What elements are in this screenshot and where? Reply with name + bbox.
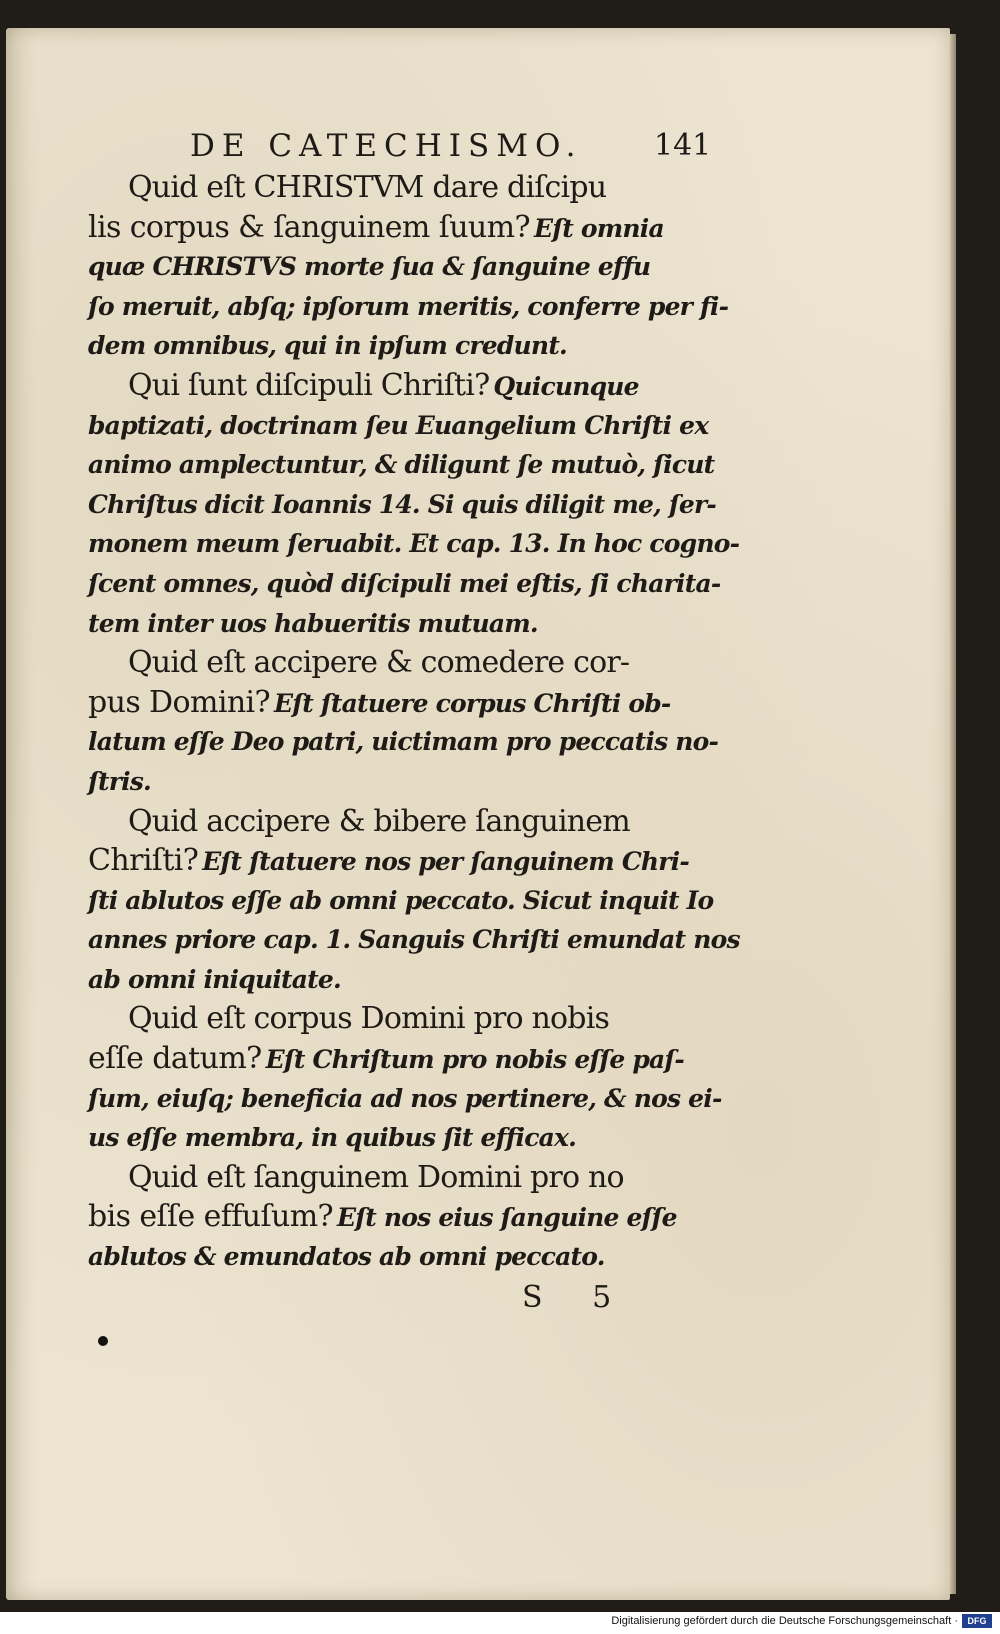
text-line (88, 208, 708, 248)
signature-mark: S 5 (522, 1280, 632, 1315)
text-line (88, 1039, 708, 1079)
text-line (88, 643, 708, 683)
text-line (88, 1079, 722, 1119)
answer-text: ablutos & emundatos ab omni peccato. (88, 1242, 605, 1272)
answer-text: Eſt ſtatuere nos per ſanguinem Chri- (202, 847, 689, 877)
page-number: 141 (654, 128, 712, 163)
question-text: Qui ſunt diſcipuli Chriſti? (128, 367, 490, 403)
page-edge (950, 34, 956, 1594)
text-line (88, 999, 708, 1039)
answer-text: Eſt ſtatuere corpus Chriſti ob- (274, 688, 671, 718)
running-head: DE CATECHISMO. (190, 128, 583, 164)
answer-text: ſcent omnes, quòd diſcipuli mei eſtis, ſi charita- (88, 568, 721, 598)
text-line (88, 1118, 708, 1158)
question-text: pus Domini? (88, 684, 271, 720)
question-text: eſſe datum? (88, 1041, 262, 1077)
footer-credit: Digitalisierung gefördert durch die Deutsche Forschungsgemeinschaft · (611, 1615, 958, 1627)
text-line (88, 1197, 708, 1237)
text-line (88, 722, 719, 762)
text-line (88, 247, 708, 287)
answer-text: dem omnibus, qui in ipſum credunt. (88, 331, 567, 361)
text-line (88, 564, 721, 604)
question-text: Quid eſt accipere & comedere cor- (128, 645, 630, 681)
text-line (88, 524, 740, 564)
question-text: Quid eſt ſanguinem Domini pro no (128, 1159, 624, 1195)
answer-text: ſtris. (88, 766, 151, 796)
answer-text: ab omni iniquitate. (88, 964, 341, 994)
text-line (88, 1237, 708, 1277)
question-text: Chriſti? (88, 843, 199, 879)
text-line (88, 881, 714, 921)
question-text: Quid eſt corpus Domini pro nobis (128, 1001, 610, 1037)
text-line (88, 683, 708, 723)
question-text: Quid accipere & bibere ſanguinem (128, 803, 630, 839)
text-line (88, 485, 716, 525)
answer-text: us eſſe membra, in quibus ſit efficax. (88, 1123, 577, 1153)
answer-text: Eſt nos eius ſanguine eſſe (337, 1203, 677, 1233)
answer-text: Quicunque (493, 371, 639, 401)
answer-text: Eſt Chriſtum pro nobis eſſe paſ- (265, 1045, 684, 1075)
answer-text: animo amplectuntur, & diligunt ſe mutuò, ſicut (88, 450, 715, 480)
answer-text: monem meum ſeruabit. Et cap. 13. In hoc cogno- (88, 529, 740, 559)
answer-text: Chriſtus dicit Ioannis 14. Si quis diligit me, ſer- (88, 489, 716, 519)
text-line (88, 326, 708, 366)
question-text: lis corpus & ſanguinem ſuum? (88, 209, 530, 245)
question-text: Quid eſt CHRISTVM dare diſcipu (128, 170, 607, 205)
answer-text: ſo meruit, abſq; ipſorum meritis, conferre per fi- (88, 291, 729, 321)
text-line (88, 168, 708, 208)
text-line (88, 366, 708, 406)
catechism-text-block (88, 168, 740, 1277)
text-line (88, 445, 715, 485)
answer-text: ſum, eiuſq; beneficia ad nos pertinere, & nos ei- (88, 1083, 722, 1113)
answer-text: ſti ablutos eſſe ab omni peccato. Sicut inquit Io (88, 885, 714, 915)
dfg-logo-icon: DFG (962, 1614, 992, 1628)
text-line (88, 604, 708, 644)
text-line (88, 1158, 708, 1198)
answer-text: quæ CHRISTVS morte ſua & ſanguine effu (88, 252, 651, 282)
text-line (88, 802, 708, 842)
text-line (88, 406, 708, 446)
question-text: bis eſſe effuſum? (88, 1199, 334, 1235)
text-line (88, 762, 708, 802)
text-line (88, 920, 740, 960)
ink-dot (98, 1336, 108, 1346)
text-line (88, 287, 729, 327)
answer-text: baptizati, doctrinam ſeu Euangelium Chriſti ex (88, 410, 709, 440)
answer-text: annes priore cap. 1. Sanguis Chriſti emundat nos (88, 925, 740, 955)
text-line (88, 960, 708, 1000)
answer-text: Eſt omnia (534, 213, 664, 243)
text-line (88, 841, 708, 881)
answer-text: latum eſſe Deo patri, uictimam pro peccatis no- (88, 727, 719, 757)
answer-text: tem inter uos habueritis mutuam. (88, 608, 538, 638)
